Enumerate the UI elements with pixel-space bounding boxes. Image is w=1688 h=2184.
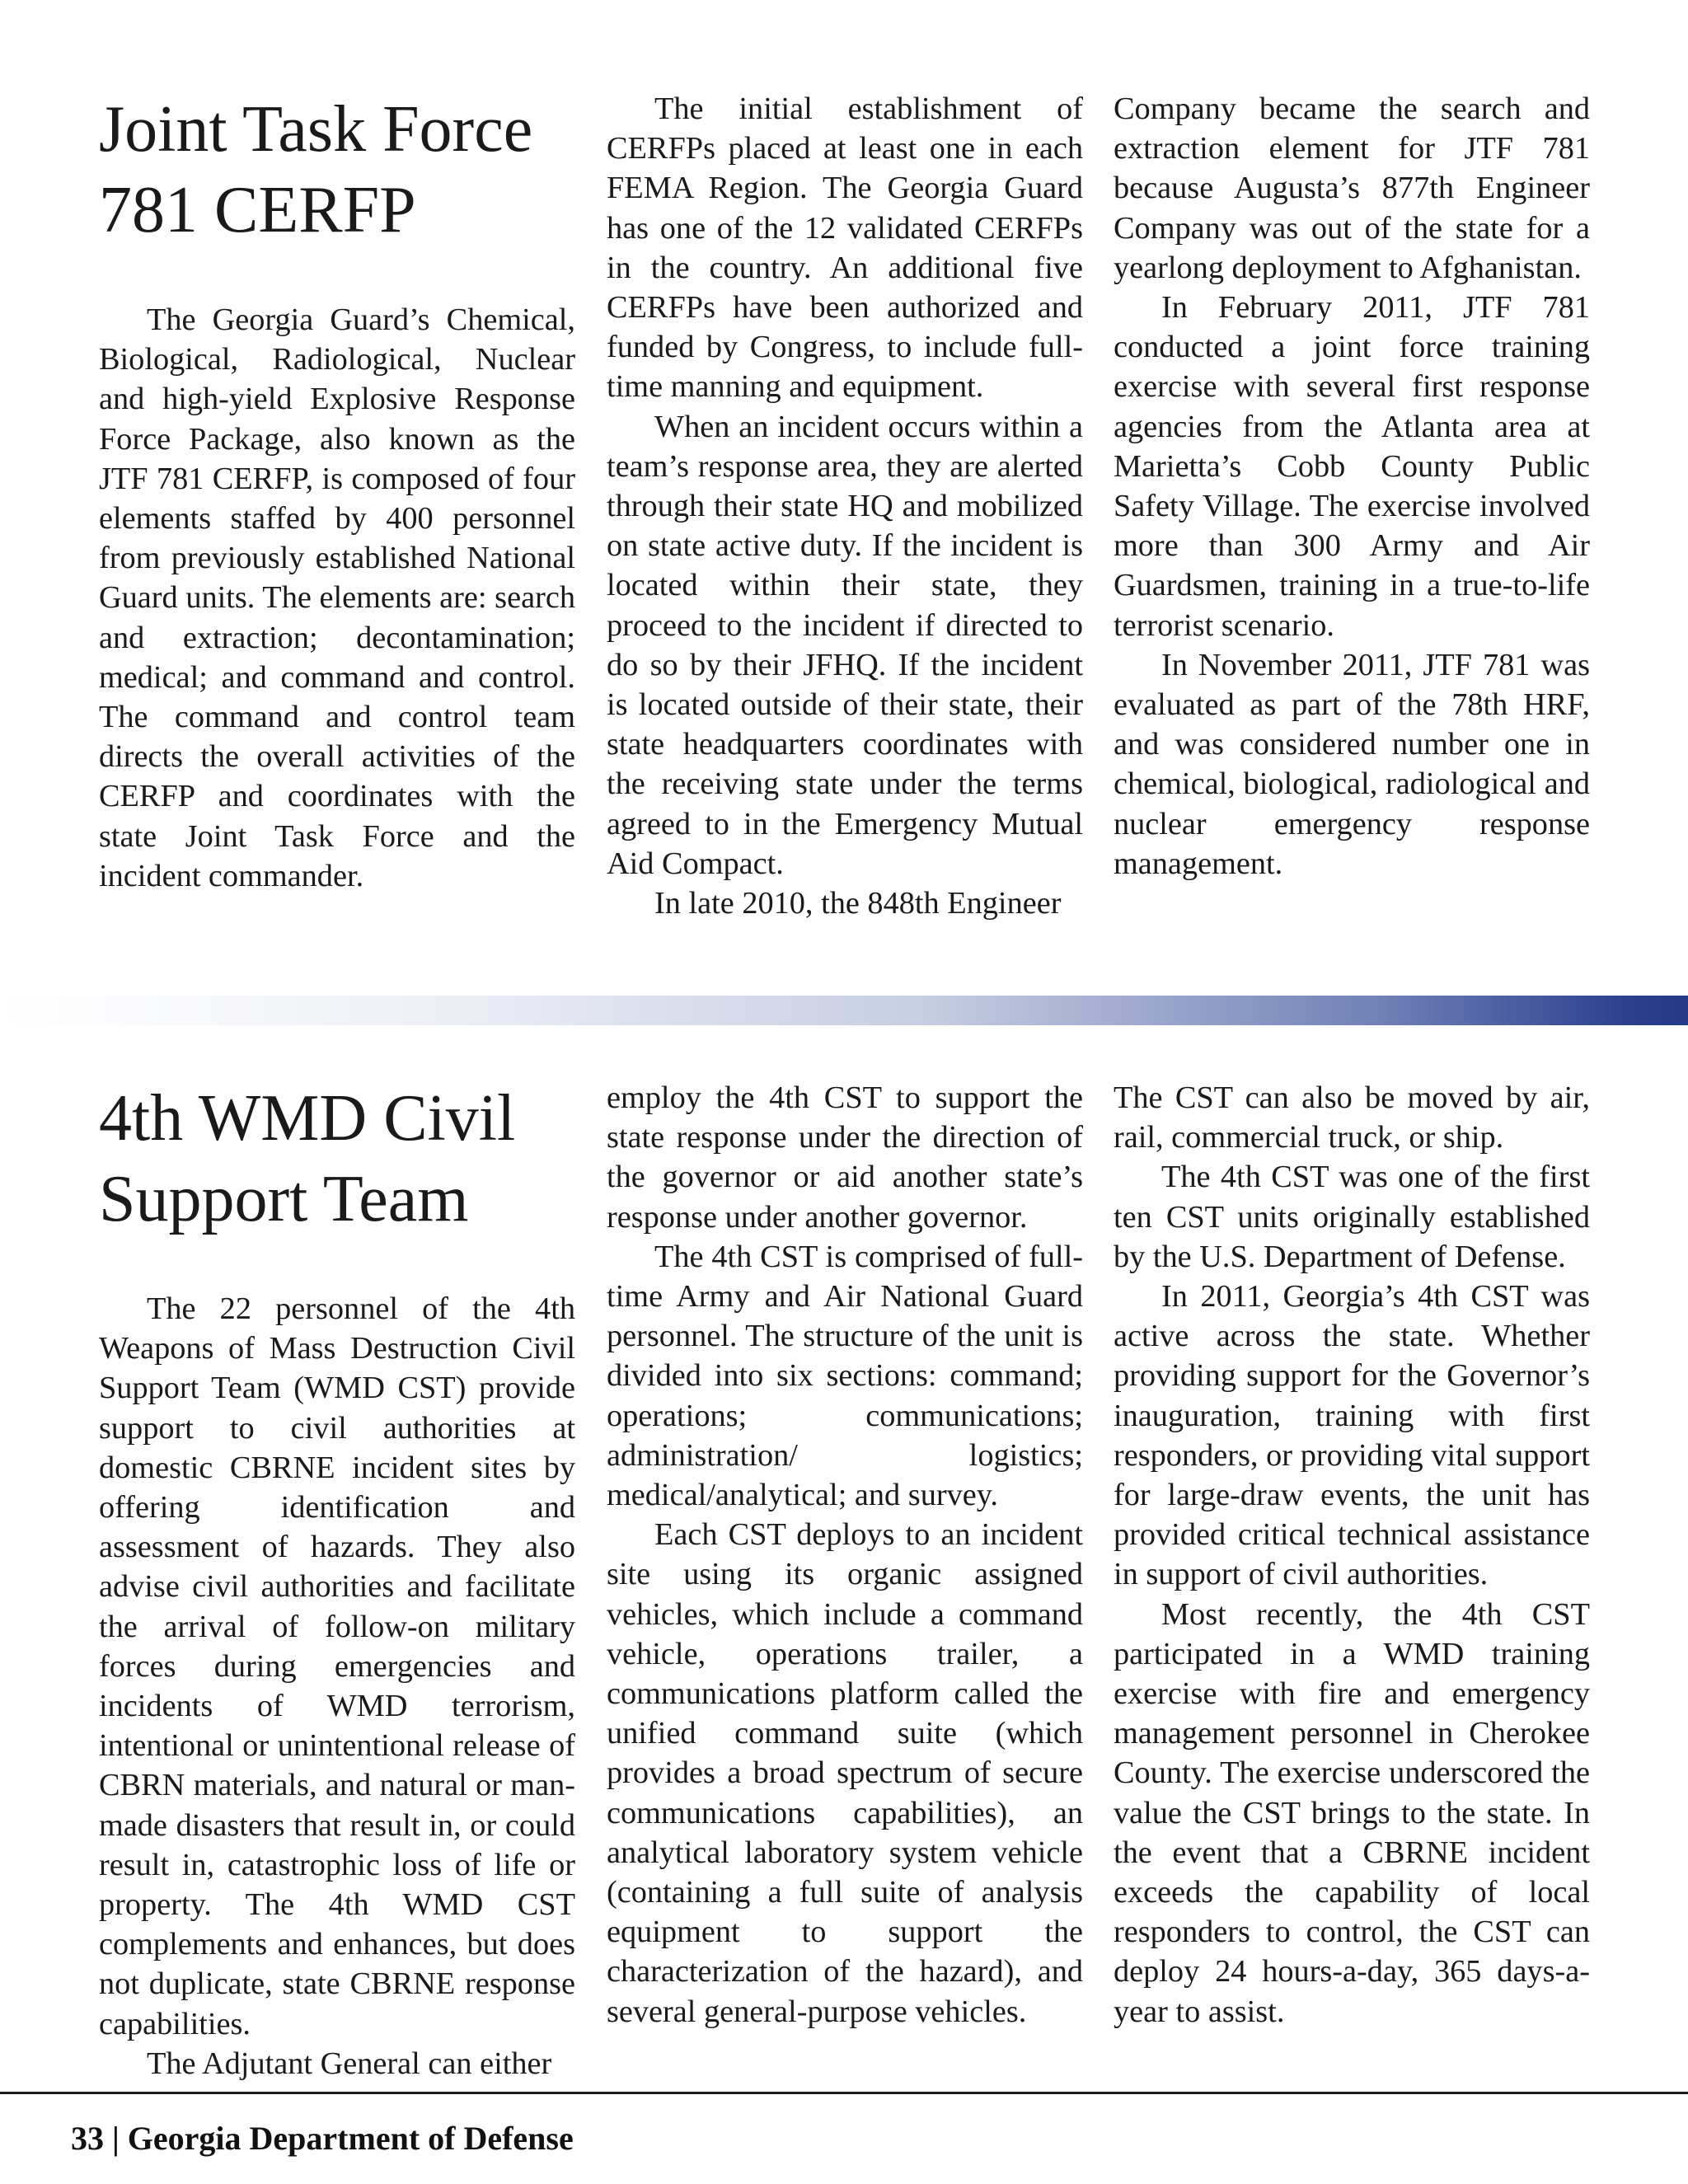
article-column-1 [99, 89, 575, 896]
section-title [99, 89, 575, 251]
paragraph-continued: employ the 4th CST to support the state response under the direction of the governor or aid another state’s response under another governor. [607, 1080, 1083, 1235]
paragraph: In February 2011, JTF 781 conducted a joint force training exercise with several first response agencies from the Atlanta area at Marietta’s Cobb County Public Safety Village. The exercise involved more than 300 Army and Air Guardsmen, training in a true-to-life terrorist scenario. [1114, 290, 1590, 643]
paragraph: When an incident occurs within a team’s response area, they are alerted through their state HQ and mobilized on state active duty. If the incident is located within their state, they proceed to the incident if directed to do so by their JFHQ. If the incident is located outside of their state, their state headquarters coordinates with the receiving state under the terms agreed to in the Emergency Mutual Aid Compact. [607, 409, 1083, 881]
title-line-2: 781 CERFP [99, 174, 416, 246]
paragraph: In November 2011, JTF 781 was evaluated as part of the 78th HRF, and was considered number one in chemical, biological, radiological and nuclear emergency response management. [1114, 647, 1590, 881]
section-title [99, 1078, 575, 1240]
paragraph: In late 2010, the 848th Engineer [654, 886, 1062, 921]
article-column-2 [607, 1078, 1083, 2032]
title-line-2: Support Team [99, 1163, 469, 1235]
section-4th-wmd-cst [0, 1078, 1688, 2100]
paragraph: The initial establishment of CERFPs placed at least one in each FEMA Region. The Georgia Guard has one of the 12 validated CERFPs in the country. An additional five CERFPs have been authorized and funded by Congress, to include full-time manning and equipment. [607, 91, 1083, 405]
article-column-1 [99, 1078, 575, 2083]
article-column-2 [607, 89, 1083, 923]
footer-rule [0, 2092, 1688, 2094]
section-divider-band [0, 996, 1688, 1025]
paragraph: The Adjutant General can either [147, 2046, 552, 2081]
paragraph: The 4th CST was one of the first ten CST units originally established by the U.S. Department of Defense. [1114, 1160, 1590, 1274]
paragraph: The 22 personnel of the 4th Weapons of Mass Destruction Civil Support Team (WMD CST) provide support to civil authorities at domestic CBRNE incident sites by offering identification and assessment of hazards. They also advise civil authorities and facilitate the arrival of follow-on military forces during emergencies and incidents of WMD terrorism, intentional or unintentional release of CBRN materials, and natural or man-made disasters that result in, or could result in, catastrophic loss of life or property. The 4th WMD CST complements and enhances, but does not duplicate, state CBRNE response capabilities. [99, 1291, 575, 2041]
title-line-1: Joint Task Force [99, 93, 533, 166]
page-footer: 33 | Georgia Department of Defense [71, 2120, 574, 2157]
paragraph: The 4th CST is comprised of full-time Army and Air National Guard personnel. The structure of the unit is divided into six sections: command; operations; communications; administration/ logistics; medical/analytical; and survey. [607, 1239, 1083, 1513]
paragraph: Each CST deploys to an incident site using its organic assigned vehicles, which include a command vehicle, operations trailer, a communications platform called the unified command suite (which provides a broad spectrum of secure communications capabilities), an analytical laboratory system vehicle (containing a full suite of analysis equipment to support the characterization of the hazard), and several general-purpose vehicles. [607, 1517, 1083, 2029]
paragraph: Most recently, the 4th CST participated in a WMD training exercise with fire and emergency management personnel in Cherokee County. The exercise underscored the value the CST brings to the state. In the event that a CBRNE incident exceeds the capability of local responders to control, the CST can deploy 24 hours-a-day, 365 days-a-year to assist. [1114, 1596, 1590, 2029]
paragraph-continued: The CST can also be moved by air, rail, commercial truck, or ship. [1114, 1080, 1590, 1155]
article-column-3 [1114, 89, 1590, 883]
section-jtf-781-cerfp [0, 89, 1688, 946]
paragraph: In 2011, Georgia’s 4th CST was active across the state. Whether providing support for the Governor’s inauguration, training with first responders, or providing vital support for large-draw events, the unit has provided critical technical assistance in support of civil authorities. [1114, 1279, 1590, 1592]
paragraph: The Georgia Guard’s Chemical, Biological, Radiological, Nuclear and high-yield Explosive Response Force Package, also known as the JTF 781 CERFP, is composed of four elements staffed by 400 personnel from previously established National Guard units. The elements are: search and extraction; decontamination; medical; and command and control. The command and control team directs the overall activities of the CERFP and coordinates with the state Joint Task Force and the incident commander. [99, 302, 575, 893]
paragraph-continued: Company became the search and extraction element for JTF 781 because Augusta’s 877th Engineer Company was out of the state for a yearlong deployment to Afghanistan. [1114, 91, 1590, 285]
title-line-1: 4th WMD Civil [99, 1082, 516, 1155]
article-column-3 [1114, 1078, 1590, 2032]
